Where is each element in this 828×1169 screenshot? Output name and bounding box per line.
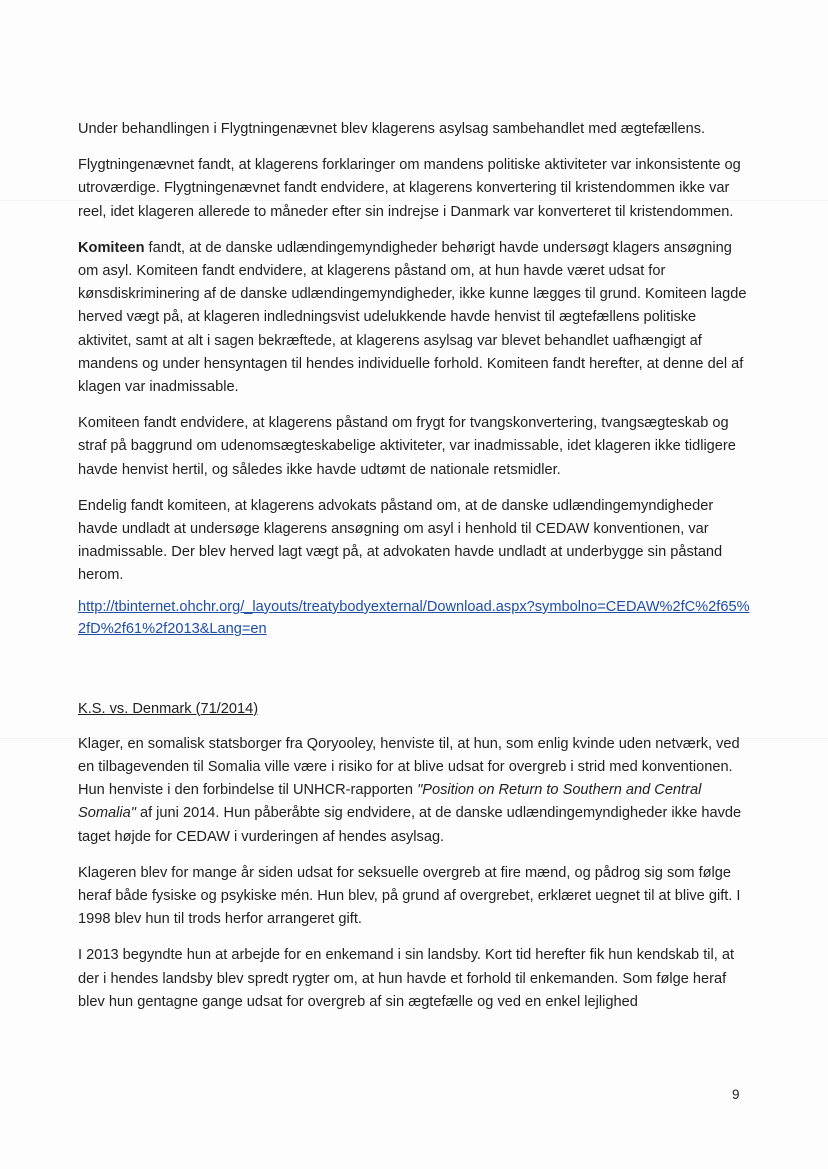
- paragraph-complainant: [78, 733, 750, 849]
- paragraph-proceedings: Under behandlingen i Flygtningenævnet blev klagerens asylsag sambehandlet med ægtefællens.: [78, 121, 706, 137]
- case-heading: K.S. vs. Denmark (71/2014): [78, 700, 259, 717]
- complainant-text-a: Klager, en somalisk statsborger fra Qoryooley, henviste til, at hun, som enlig kvinde uden netværk, ved en tilbagevenden til Somalia ville være i risiko for at blive udsat for overgreb i strid med konventionen. Hun henviste i den forbindelse til UNHCR-rapporten: [78, 735, 740, 799]
- complainant-text-b: af juni 2014. Hun påberåbte sig endvidere, at de danske udlændingemyndigheder ikke havde taget højde for CEDAW i vurderingen af hendes asylsag.: [78, 805, 742, 845]
- committee-bold: Komiteen: [78, 239, 145, 256]
- report-title: "Position on Return to Southern and Central Somalia": [78, 782, 702, 822]
- page-body: [78, 118, 750, 1027]
- paragraph-committee-findings: [78, 237, 750, 399]
- page-number: 9: [732, 1087, 740, 1102]
- paragraph-committee-inadmissible: Komiteen fandt endvidere, at klagerens påstand om frygt for tvangskonvertering, tvangsægteskab og straf på baggrund om udenomsægteskabelige aktiviteter, var inadmissable, idet klageren ikke tidligere havde henvist hertil, og således ikke havde udtømt de nationale retsmidler.: [78, 415, 736, 478]
- committee-text: fandt, at de danske udlændingemyndigheder behørigt havde undersøgt klagers ansøgning om asyl. Komiteen fandt endvidere, at klagerens påstand om, at hun havde været udsat for kønsdiskriminering af de danske udlændingemyndigheder, ikke kunne lægges til grund. Komiteen lagde herved vægt på, at klageren indledningsvist udelukkende havde henvist til ægtefællens politiske aktivitet, samt at alt i sagen bekræftede, at klagerens asylsag var blevet behandlet uafhængigt af mandens og under hensyntagen til hendes individuelle forhold. Komiteen fandt herefter, at denne del af klagen var inadmissable.: [78, 239, 747, 396]
- paragraph-assault: Klageren blev for mange år siden udsat for seksuelle overgreb at fire mænd, og pådrog sig som følge heraf både fysiske og psykiske mén. Hun blev, på grund af overgrebet, erklæret uegnet til at blive gift. I 1998 blev hun til trods herfor arrangeret gift.: [78, 864, 741, 928]
- paragraph-2013: I 2013 begyndte hun at arbejde for en enkemand i sin landsby. Kort tid herefter fik hun kendskab til, at der i hendes landsby blev spredt rygter om, at hun havde et forhold til enkemanden. Som følge heraf blev hun gentagne gange udsat for overgreb af sin ægtefælle og ved en enkel lejlighed: [78, 947, 735, 1010]
- paragraph-board-findings: Flygtningenævnet fandt, at klagerens forklaringer om mandens politiske aktiviteter var inkonsistente og utroværdige. Flygtningenævnet fandt endvidere, at klagerens konvertering til kristendommen ikke var reel, idet klageren allerede to måneder efter sin indrejse i Danmark var konverteret til kristendommen.: [78, 157, 741, 220]
- decision-link[interactable]: http://tbinternet.ohchr.org/_layouts/treatybodyexternal/Download.aspx?symbolno=CEDAW%2fC%2f65%2fD%2f61%2f2013&Lang=en: [78, 598, 750, 637]
- paragraph-lawyer-claim: Endelig fandt komiteen, at klagerens advokats påstand om, at de danske udlændingemyndigheder havde undladt at undersøge klagerens ansøgning om asyl i henhold til CEDAW konventionen, var inadmissable. Der blev herved lagt vægt på, at advokaten havde undladt at underbygge sin påstand herom.: [78, 497, 723, 584]
